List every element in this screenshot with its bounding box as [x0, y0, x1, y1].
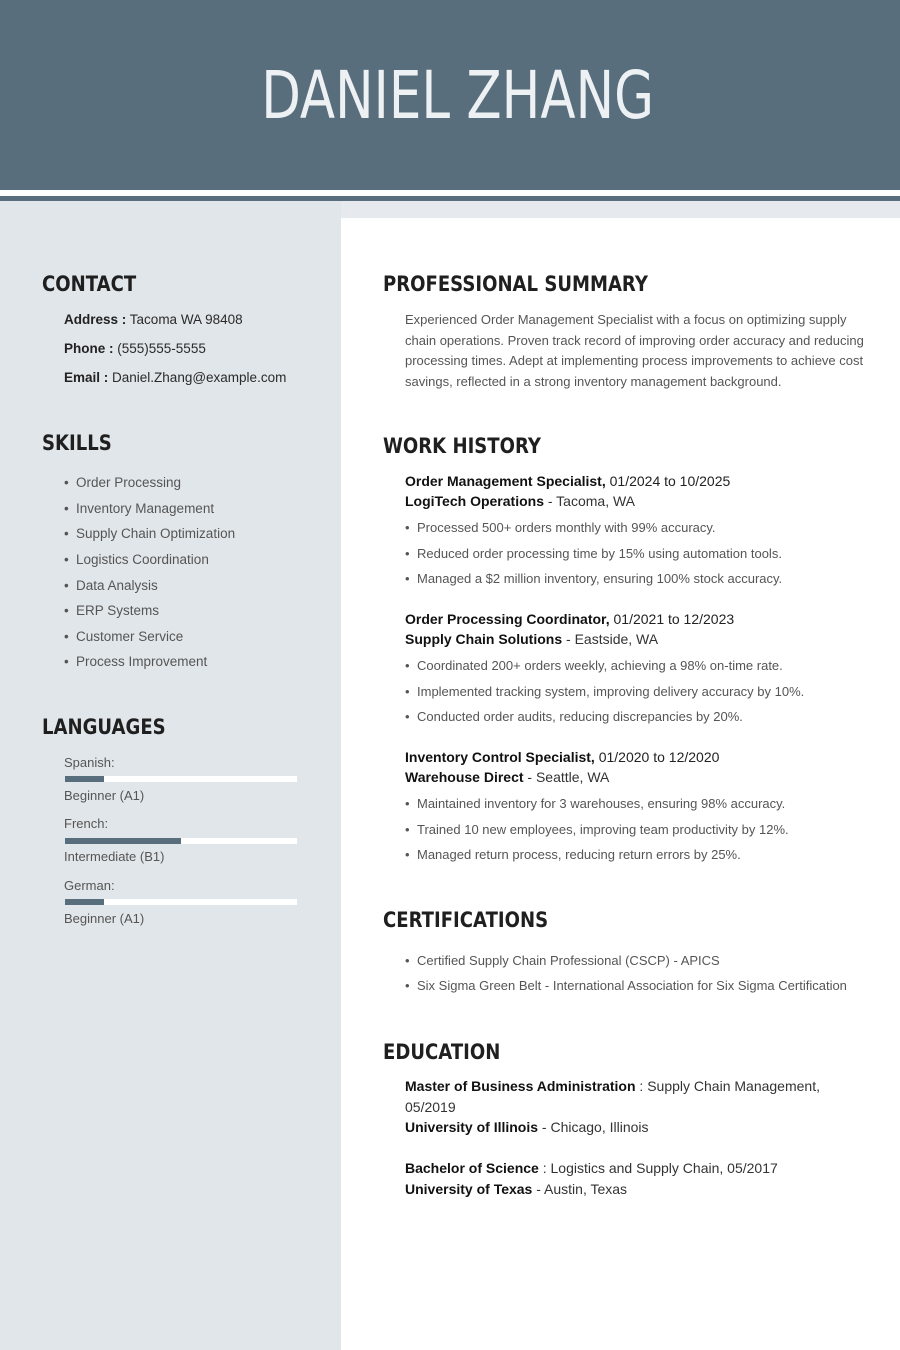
phone-label: Phone :: [64, 341, 114, 356]
skill-item: • Customer Service: [64, 629, 184, 644]
job-company: LogiTech Operations - Tacoma, WA: [405, 493, 636, 509]
summary-text: Experienced Order Management Specialist with a focus on optimizing supply chain operations. Proven track record of improving order accuracy and reducing processing times. Adept at implementing process improvements to achieve cost savings, reflected in a strong inventory management background.: [405, 312, 864, 389]
contact-address: [64, 312, 243, 327]
language-name: French:: [64, 816, 109, 831]
contact-heading: CONTACT: [42, 272, 137, 296]
language-name: German:: [64, 878, 115, 893]
contact-phone: [64, 341, 206, 356]
skill-item: • Order Processing: [64, 475, 182, 490]
job-bullet: • Maintained inventory for 3 warehouses, ensuring 98% accuracy.: [405, 796, 786, 811]
job-company: Supply Chain Solutions - Eastside, WA: [405, 631, 659, 647]
education-degree: Master of Business Administration : Supply Chain Management, 05/2019: [405, 1078, 820, 1115]
languages-heading: LANGUAGES: [42, 715, 166, 739]
summary-heading: PROFESSIONAL SUMMARY: [383, 272, 648, 296]
language-level-bar: [65, 838, 297, 844]
contact-email: [64, 370, 286, 385]
certification-item: • Six Sigma Green Belt - International Association for Six Sigma Certification: [405, 978, 847, 993]
job-bullet: • Reduced order processing time by 15% using automation tools.: [405, 546, 782, 561]
job-bullet: • Implemented tracking system, improving delivery accuracy by 10%.: [405, 684, 805, 699]
phone-value: (555)555-5555: [117, 341, 206, 356]
email-value: Daniel.Zhang@example.com: [112, 370, 287, 385]
job-bullet: • Trained 10 new employees, improving team productivity by 12%.: [405, 822, 789, 837]
candidate-name: DANIEL ZHANG: [261, 56, 655, 134]
job-title: Order Processing Coordinator, 01/2021 to 12/2023: [405, 611, 735, 627]
language-level-bar: [65, 899, 297, 905]
certification-item: • Certified Supply Chain Professional (CSCP) - APICS: [405, 953, 720, 968]
skill-item: • Data Analysis: [64, 578, 158, 593]
language-level-fill: [65, 776, 104, 782]
job-company: Warehouse Direct - Seattle, WA: [405, 769, 610, 785]
job-bullet: • Processed 500+ orders monthly with 99% accuracy.: [405, 520, 716, 535]
language-level-fill: [65, 899, 104, 905]
job-bullet: • Conducted order audits, reducing discrepancies by 20%.: [405, 709, 743, 724]
job-bullet: • Managed a $2 million inventory, ensuring 100% stock accuracy.: [405, 571, 783, 586]
skill-item: • Supply Chain Optimization: [64, 526, 236, 541]
job-title: Inventory Control Specialist, 01/2020 to 12/2020: [405, 749, 720, 765]
education-heading: EDUCATION: [383, 1040, 501, 1064]
skill-item: • ERP Systems: [64, 603, 160, 618]
language-level: Beginner (A1): [64, 911, 145, 926]
education-school: University of Texas - Austin, Texas: [405, 1181, 628, 1197]
job-bullet: • Managed return process, reducing return errors by 25%.: [405, 847, 741, 862]
address-value: Tacoma WA 98408: [129, 312, 243, 327]
address-label: Address :: [64, 312, 127, 327]
skills-heading: SKILLS: [42, 431, 112, 455]
job-bullet: • Coordinated 200+ orders weekly, achieving a 98% on-time rate.: [405, 658, 783, 673]
skill-item: • Process Improvement: [64, 654, 208, 669]
language-level-bar: [65, 776, 297, 782]
language-level-fill: [65, 838, 181, 844]
education-school: University of Illinois - Chicago, Illinois: [405, 1119, 649, 1135]
email-label: Email :: [64, 370, 109, 385]
work-history-heading: WORK HISTORY: [383, 434, 541, 458]
skill-item: • Inventory Management: [64, 501, 215, 516]
header-banner: [0, 0, 900, 190]
certifications-heading: CERTIFICATIONS: [383, 908, 549, 932]
language-level: Intermediate (B1): [64, 849, 165, 864]
job-title: Order Management Specialist, 01/2024 to 10/2025: [405, 473, 731, 489]
language-name: Spanish:: [64, 755, 115, 770]
skill-item: • Logistics Coordination: [64, 552, 209, 567]
education-degree: Bachelor of Science : Logistics and Supply Chain, 05/2017: [405, 1160, 778, 1176]
language-level: Beginner (A1): [64, 788, 145, 803]
